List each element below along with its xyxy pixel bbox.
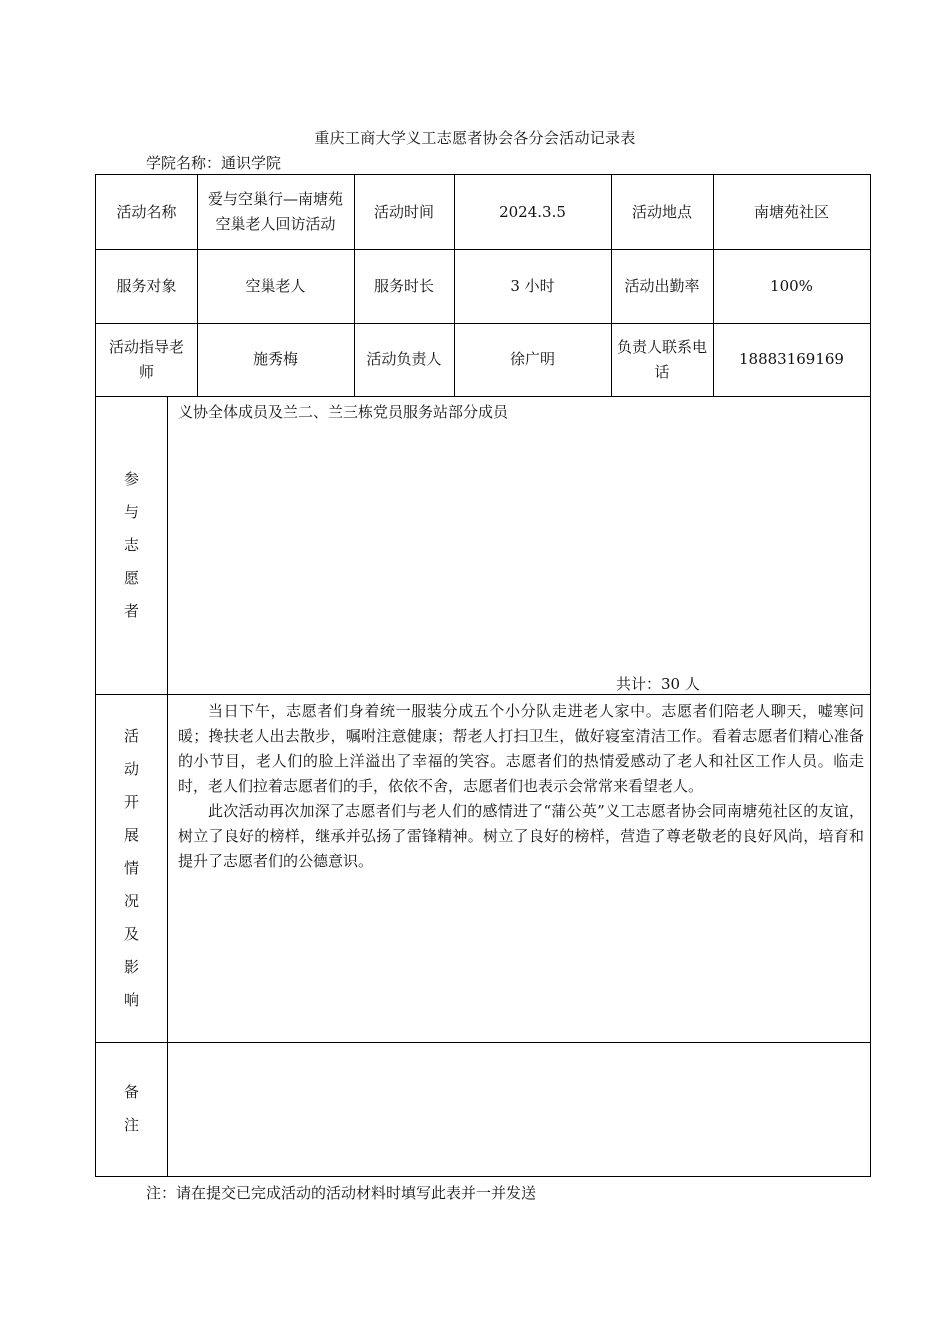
activity-report-label-char: 及: [123, 924, 139, 943]
service-duration-value: 3 小时: [510, 276, 555, 295]
leader-value: 徐广明: [509, 350, 555, 368]
row-divider: [96, 694, 870, 695]
participants-label-char: 与: [123, 502, 139, 521]
report-paragraph: 当日下午，志愿者们身着统一服装分成五个小分队走进老人家中。志愿者们陪老人聊天，嘘寒问暖；搀扶老人出去散步，嘱咐注意健康；帮老人打扫卫生，做好寝室清洁工作。看着志愿者们精心准备的小节目，老人们的脸上洋溢出了幸福的笑容。志愿者们的热情爱感动了老人和社区工作人员。临走时，老人们拉着志愿者们的手，依依不舍，志愿者们也表示会常常来看望老人。: [178, 702, 864, 795]
advisor-value: 施秀梅: [252, 350, 298, 368]
leader-phone-label: 负责人联系电话: [617, 337, 708, 381]
participants-label: [96, 396, 167, 694]
service-target-label: 服务对象: [116, 276, 177, 295]
column-divider: [167, 396, 168, 1177]
activity-time-value: 2024.3.5: [499, 202, 566, 221]
college-value: 通识学院: [221, 154, 282, 172]
activity-time-label: 活动时间: [373, 202, 434, 221]
advisor-label: 活动指导老师: [108, 337, 184, 381]
row-divider: [96, 1042, 870, 1043]
activity-report-label-char: 开: [123, 792, 139, 811]
activity-name-label: 活动名称: [116, 202, 177, 221]
activity-report-label-char: 况: [123, 891, 139, 910]
participants-value: 义协全体成员及兰二、兰三栋党员服务站部分成员: [178, 403, 509, 421]
attendance-value: 100%: [770, 276, 813, 295]
college-line: [146, 152, 281, 173]
form-title: 重庆工商大学义工志愿者协会各分会活动记录表: [314, 129, 636, 147]
activity-report-label-char: 活: [123, 726, 139, 745]
remarks-label: [96, 1042, 167, 1176]
participants-label-char: 愿: [123, 568, 139, 587]
remarks-label-char: 注: [123, 1116, 139, 1134]
participants-label-char: 者: [123, 601, 139, 620]
row-divider: [96, 396, 870, 397]
activity-name-value: 爱与空巢行—南塘苑空巢老人回访活动: [207, 190, 343, 233]
leader-phone-value: 18883169169: [739, 350, 844, 368]
activity-report-text: [178, 699, 864, 874]
activity-place-label: 活动地点: [631, 202, 692, 221]
leader-label: 活动负责人: [366, 350, 442, 368]
report-paragraph: 此次活动再次加深了志愿者们与老人们的感情进了“蒲公英”义工志愿者协会同南塘苑社区的友谊，树立了良好的榜样，继承并弘扬了雷锋精神。树立了良好的榜样，营造了尊老敬老的良好风尚，培育和提升了志愿者们的公德意识。: [178, 802, 864, 870]
attendance-label: 活动出勤率: [624, 276, 700, 295]
activity-report-label-char: 动: [123, 759, 139, 778]
participants-total: 共计：30 人: [616, 675, 700, 693]
activity-report-label-char: 响: [123, 990, 139, 1009]
activity-report-label: [96, 694, 167, 1042]
activity-report-label-char: 展: [123, 825, 139, 844]
service-duration-label: 服务时长: [373, 276, 434, 295]
participants-label-char: 参: [123, 469, 139, 488]
activity-place-value: 南塘苑社区: [753, 202, 829, 221]
service-target-value: 空巢老人: [245, 276, 306, 295]
activity-report-label-char: 影: [123, 957, 139, 976]
college-label: 学院名称：: [146, 154, 222, 172]
activity-report-label-char: 情: [123, 858, 139, 877]
remarks-label-char: 备: [123, 1083, 139, 1101]
footnote: 注：请在提交已完成活动的活动材料时填写此表并一并发送: [146, 1184, 537, 1202]
activity-record-table: [95, 174, 871, 1177]
participants-label-char: 志: [123, 535, 139, 554]
